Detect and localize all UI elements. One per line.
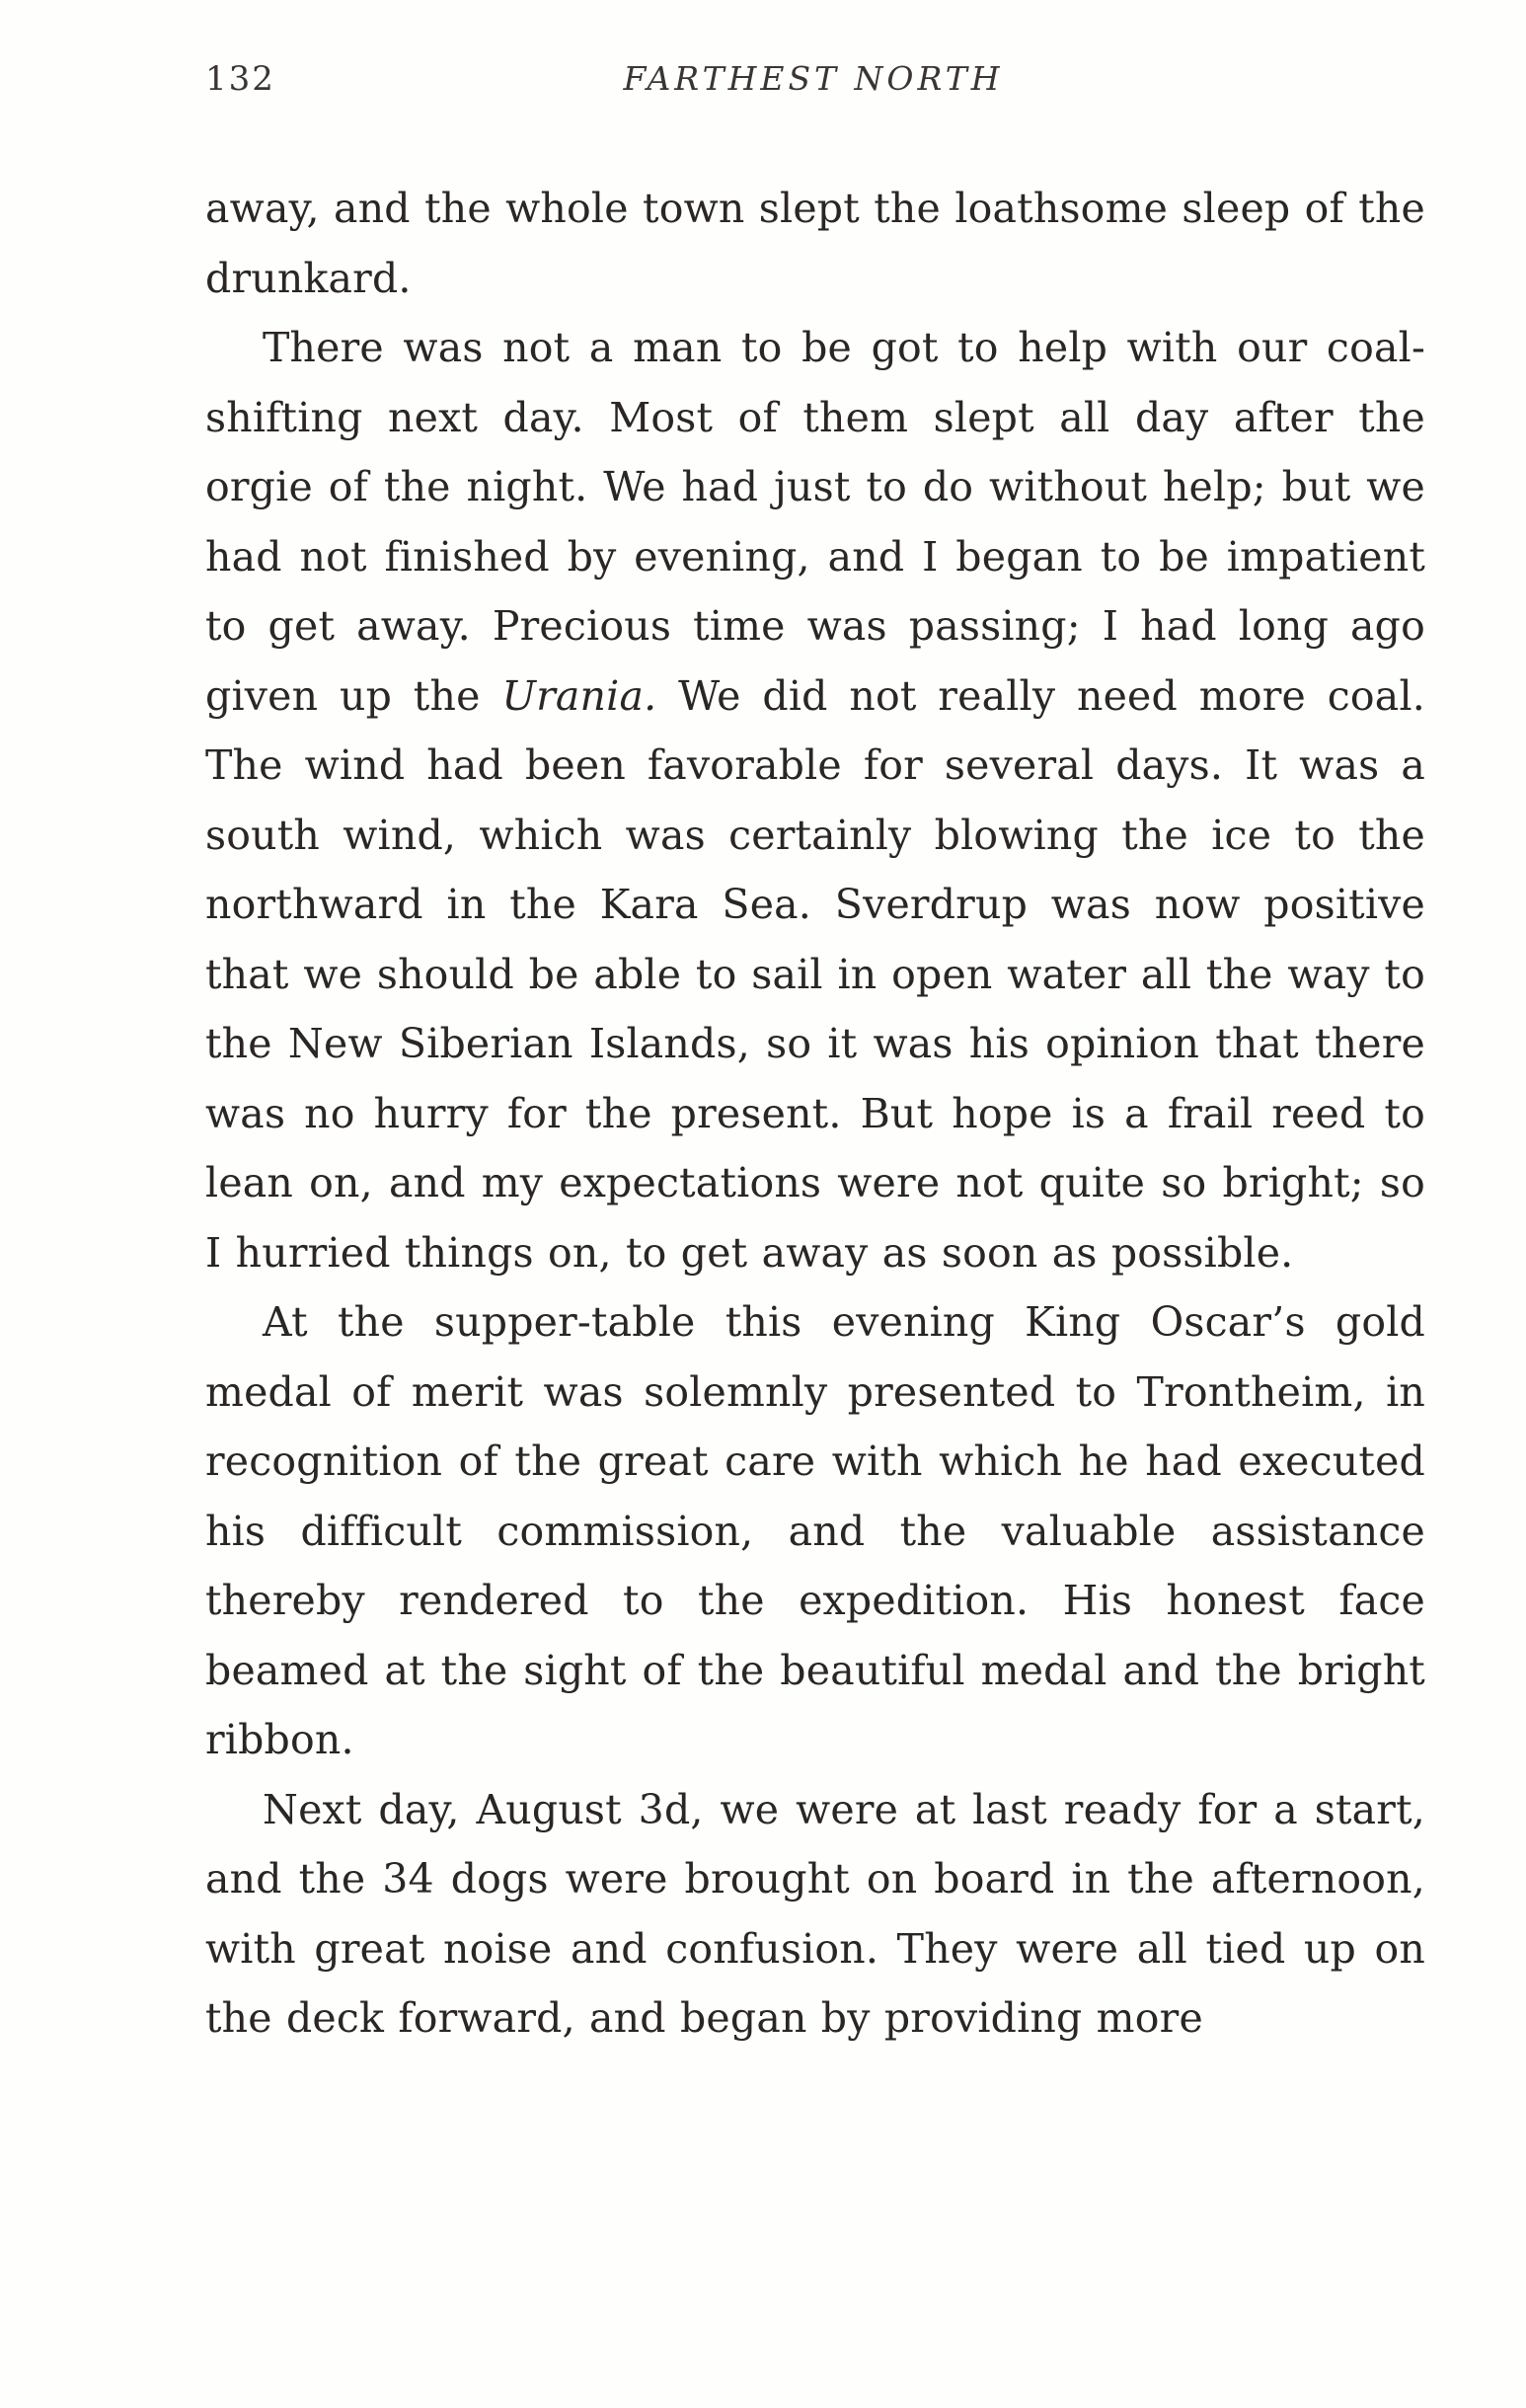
paragraph-text: At the supper-table this evening King Oscar’s gold medal of merit was solemnly presented to Trontheim, in recognition of the great care with which he had executed his difficult commission, and the valuable assistance thereby rendered to the expedition. His honest face beamed at the sight of the beautiful medal and the bright ribbon. — [205, 1298, 1425, 1763]
paragraph-coal-shifting — [205, 313, 1425, 1287]
body-text — [205, 174, 1425, 2054]
paragraph-text: There was not a man to be got to help with our coal-shifting next day. Most of them slept all day after the orgie of the night. We had just to do without help; but we had not finished by evening, and I began to be impatient to get away. Precious time was passing; I had long ago given up the — [205, 324, 1425, 720]
paragraph-text: We did not really need more coal. The wind had been favorable for several days. It was a south wind, which was certainly blowing the ice to the northward in the Kara Sea. Sverdrup was now positive that we should be able to sail in open water all the way to the New Siberian Islands, so it was his opinion that there was no hurry for the present. But hope is a frail reed to lean on, and my expectations were not quite so bright; so I hurried things on, to get away as soon as possible. — [205, 671, 1425, 1277]
paragraph-medal — [205, 1287, 1425, 1775]
paragraph-text: away, and the whole town slept the loathsome sleep of the drunkard. — [205, 185, 1425, 302]
ship-name-urania: Urania. — [501, 671, 657, 720]
running-head — [205, 51, 1421, 111]
paragraph-text: Next day, August 3d, we were at last ready for a start, and the 34 dogs were brought on board in the afternoon, with great noise and confusion. They were all tied up on the deck forward, and began by providing more — [205, 1785, 1425, 2042]
page-number: 132 — [205, 59, 275, 99]
running-title: FARTHEST NORTH — [623, 59, 1004, 98]
paragraph-continuation — [205, 174, 1425, 313]
paragraph-departure — [205, 1775, 1425, 2054]
